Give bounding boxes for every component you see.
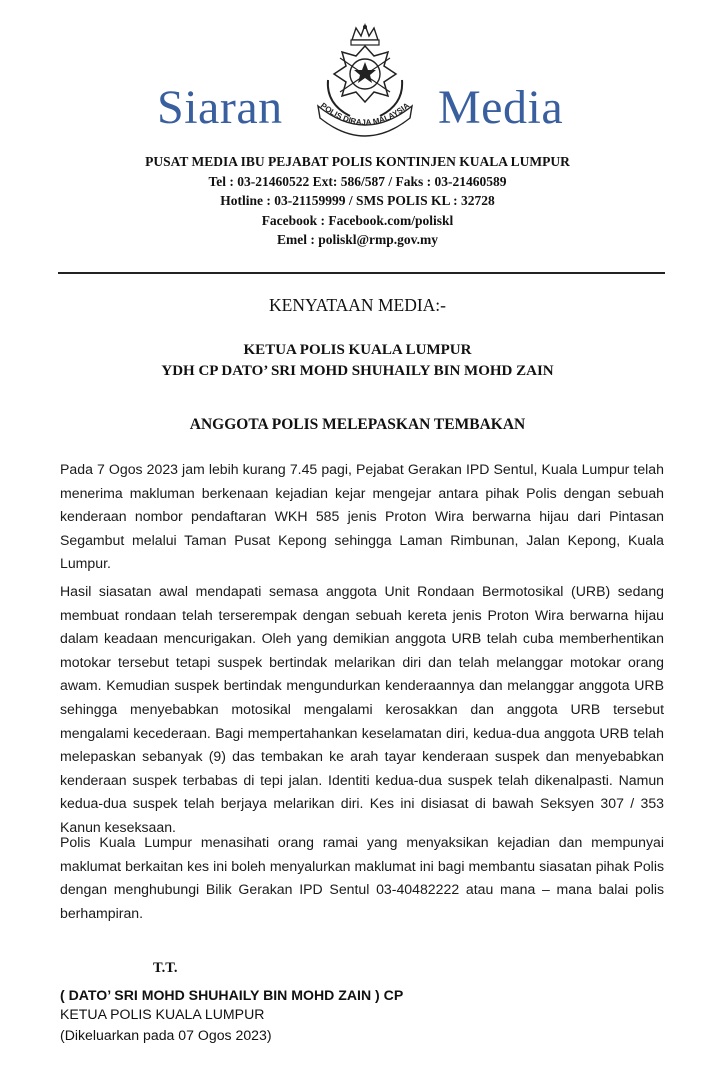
signature-issued-date: (Dikeluarkan pada 07 Ogos 2023) <box>60 1027 272 1043</box>
masthead <box>0 22 715 142</box>
contact-office: PUSAT MEDIA IBU PEJABAT POLIS KONTINJEN KUALA LUMPUR <box>145 154 570 169</box>
masthead-left-word: Siaran <box>157 81 283 134</box>
signature-name: ( DATO’ SRI MOHD SHUHAILY BIN MOHD ZAIN ) CP <box>60 987 404 1003</box>
header-divider <box>58 272 665 274</box>
body-paragraph-3: Polis Kuala Lumpur menasihati orang ramai yang menyaksikan kejadian dan mempunyai maklumat berkaitan kes ini boleh menyalurkan maklumat ini bagi membantu siasatan pihak Polis dengan menghubungi Bilik Gerakan IPD Sentul 03-40482222 atau mana – mana balai polis berhampiran. <box>60 834 664 921</box>
contact-facebook: Facebook : Facebook.com/poliskl <box>261 212 454 228</box>
statement-label: KENYATAAN MEDIA:- <box>269 295 446 315</box>
signature-tt: T.T. <box>153 960 178 976</box>
contact-hotline: Hotline : 03-21159999 / SMS POLIS KL : 32728 <box>220 193 495 208</box>
contact-block <box>0 152 715 250</box>
body-paragraph-2: Hasil siasatan awal mendapati semasa anggota Unit Rondaan Bermotosikal (URB) sedang membuat rondaan telah terserempak dengan sebuah kereta jenis Proton Wira berwarna hijau dalam keadaan mencurigakan. Oleh yang demikian anggota URB telah cuba memberhentikan motokar tersebut tetapi suspek bertindak melarikan diri dan telah melanggar motokar orang awam. Kemudian suspek bertindak mengundurkan kenderaannya dan melanggar anggota URB sehingga menyebabkan motosikal mengalami kerosakkan dan anggota URB tersebut mengalami kecederaan. Bagi mempertahankan keselamatan diri, kedua-dua anggota URB telah melepaskan sebanyak (9) das tembakan ke arah tayar kenderaan suspek dan menyebabkan kenderaan suspek terbabas di tepi jalan. Identiti kedua-dua suspek telah dikenalpasti. Namun kedua-dua suspek telah berjaya melarikan diri. Kes ini disiasat di bawah Seksyen 307 / 353 Kanun keseksaan. <box>60 583 664 835</box>
masthead-right-word: Media <box>438 81 564 134</box>
contact-phone: Tel : 03-21460522 Ext: 586/587 / Faks : 03-21460589 <box>208 173 507 189</box>
signature-role: KETUA POLIS KUALA LUMPUR <box>60 1006 265 1022</box>
police-crest-icon <box>314 22 416 138</box>
statement-title-name: YDH CP DATO’ SRI MOHD SHUHAILY BIN MOHD ZAIN <box>161 363 554 379</box>
svg-text:POLIS DIRAJA MALAYSIA: POLIS DIRAJA MALAYSIA <box>318 100 412 128</box>
contact-email: Emel : poliskl@rmp.gov.my <box>276 232 439 247</box>
statement-headline: ANGGOTA POLIS MELEPASKAN TEMBAKAN <box>189 416 526 433</box>
body-paragraph-1: Pada 7 Ogos 2023 jam lebih kurang 7.45 pagi, Pejabat Gerakan IPD Sentul, Kuala Lumpur telah menerima makluman berkenaan kejadian kejar mengejar antara pihak Polis dengan sebuah kenderaan nombor pendaftaran WKH 585 jenis Proton Wira berwarna hijau dari Pintasan Segambut melalui Taman Pusat Kepong sehingga Laman Rimbunan, Jalan Kepong, Kuala Lumpur. <box>60 461 664 572</box>
statement-title-position: KETUA POLIS KUALA LUMPUR <box>243 342 472 358</box>
